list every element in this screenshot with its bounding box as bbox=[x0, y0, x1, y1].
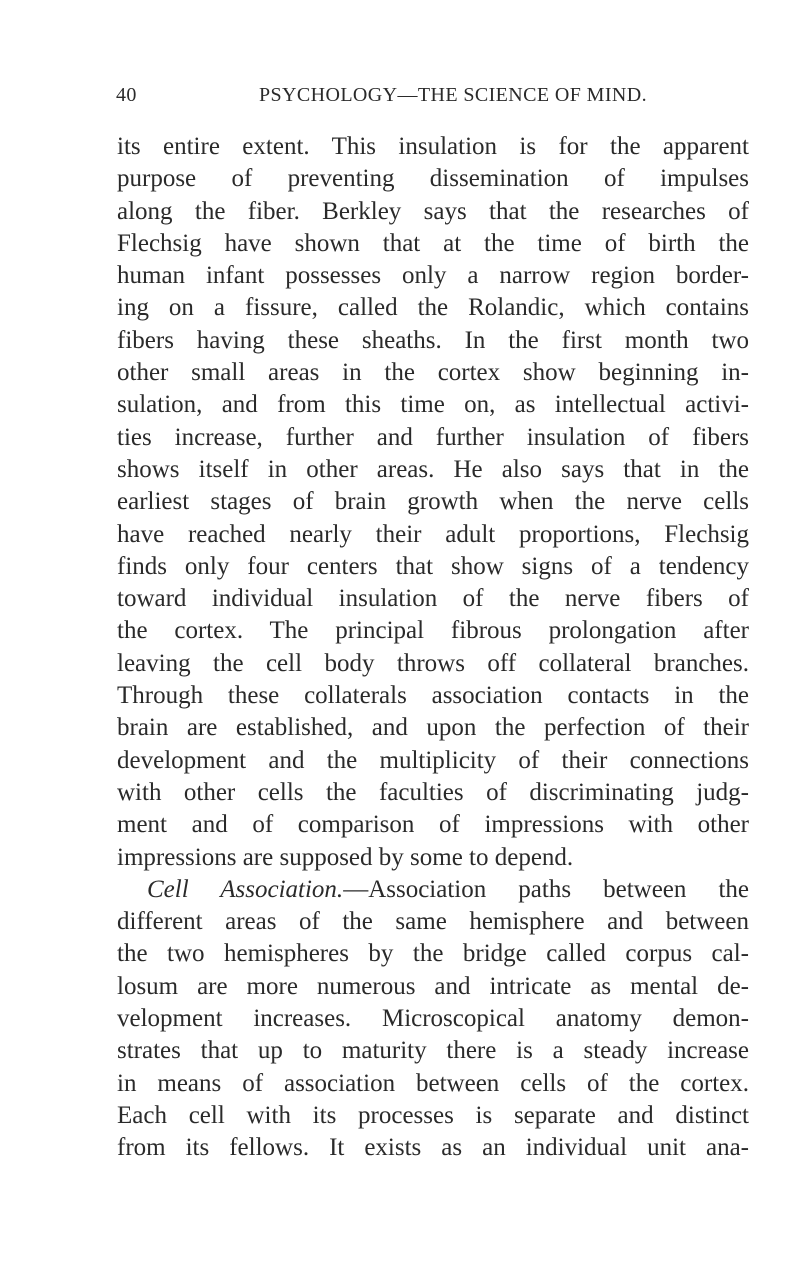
running-head bbox=[116, 84, 750, 116]
text-line: the cortex. The principal fibrous prolongation after bbox=[117, 617, 749, 645]
section-heading: Cell Association. bbox=[147, 875, 344, 903]
text-line: finds only four centers that show signs of a tendency bbox=[117, 552, 749, 580]
text-line: earliest stages of brain growth when the nerve cells bbox=[117, 488, 749, 516]
running-title: PSYCHOLOGY—THE SCIENCE OF MIND. bbox=[259, 84, 647, 106]
text-line: different areas of the same hemisphere and between bbox=[117, 908, 749, 936]
text-line: ment and of comparison of impressions with other bbox=[117, 811, 749, 839]
text-line: brain are established, and upon the perfection of their bbox=[117, 714, 749, 742]
text-line: impressions are supposed by some to depend. bbox=[117, 843, 574, 871]
text-line: human infant possesses only a narrow region border- bbox=[117, 262, 749, 290]
text-line: losum are more numerous and intricate as mental de- bbox=[117, 972, 749, 1000]
text-line: Flechsig have shown that at the time of birth the bbox=[117, 229, 749, 257]
text-line: along the fiber. Berkley says that the researches of bbox=[117, 197, 749, 225]
text-line: Each cell with its processes is separate and distinct bbox=[117, 1101, 749, 1129]
text-line: toward individual insulation of the nerve fibers of bbox=[117, 585, 749, 613]
text-line: sulation, and from this time on, as intellectual activi- bbox=[117, 391, 749, 419]
text-line: purpose of preventing dissemination of impulses bbox=[117, 165, 749, 193]
text-line: in means of association between cells of the cortex. bbox=[117, 1069, 749, 1097]
text-line: fibers having these sheaths. In the first month two bbox=[117, 326, 749, 354]
text-line: other small areas in the cortex show beginning in- bbox=[117, 359, 749, 387]
body-text bbox=[117, 131, 749, 1165]
text-line: strates that up to maturity there is a steady increase bbox=[117, 1037, 749, 1065]
page-number: 40 bbox=[116, 84, 137, 106]
section-first-line-text: —Association paths between the bbox=[343, 875, 749, 903]
text-line: from its fellows. It exists as an individual unit ana- bbox=[117, 1134, 749, 1162]
text-line: Through these collaterals association contacts in the bbox=[117, 682, 749, 710]
text-line: ing on a fissure, called the Rolandic, which contains bbox=[117, 294, 749, 322]
text-line: the two hemispheres by the bridge called corpus cal- bbox=[117, 940, 749, 968]
section-first-line bbox=[117, 874, 749, 906]
text-line: ties increase, further and further insulation of fibers bbox=[117, 423, 749, 451]
text-line: leaving the cell body throws off collateral branches. bbox=[117, 649, 749, 677]
text-line: shows itself in other areas. He also says that in the bbox=[117, 455, 749, 483]
text-line: its entire extent. This insulation is for the apparent bbox=[117, 133, 749, 160]
text-line: development and the multiplicity of their connections bbox=[117, 746, 749, 774]
text-line: have reached nearly their adult proportions, Flechsig bbox=[117, 520, 749, 548]
text-line: with other cells the faculties of discriminating judg- bbox=[117, 778, 749, 806]
text-line: velopment increases. Microscopical anatomy demon- bbox=[117, 1005, 749, 1033]
